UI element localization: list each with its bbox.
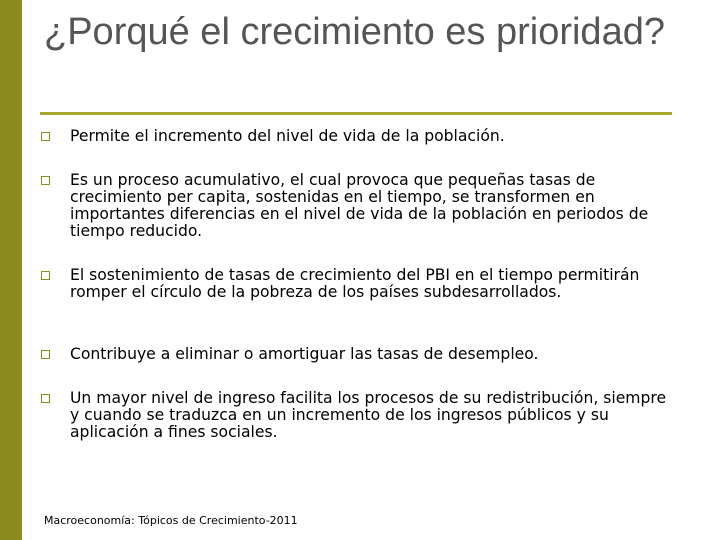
bullet-text: El sostenimiento de tasas de crecimiento del PBI en el tiempo permitirán romper el círculo de la pobreza de los países subdesarrollados. — [70, 266, 640, 301]
slide-footer: Macroeconomía: Tópicos de Crecimiento-2011 — [44, 514, 298, 527]
bullet-text: Contribuye a eliminar o amortiguar las tasas de desempleo. — [70, 345, 539, 363]
bullet-text: Un mayor nivel de ingreso facilita los procesos de su redistribución, siempre y cuando se traduzca en un incremento de los ingresos públicos y su aplicación a fines sociales. — [70, 389, 667, 441]
decorative-side-bar — [0, 0, 22, 540]
hollow-square-icon — [41, 350, 50, 359]
hollow-square-icon — [41, 271, 50, 280]
hollow-square-icon — [41, 132, 50, 141]
bullet-text: Permite el incremento del nivel de vida de la población. — [70, 127, 505, 145]
title-divider — [40, 112, 672, 115]
slide-title: ¿Porqué el crecimiento es prioridad? — [44, 11, 665, 53]
hollow-square-icon — [41, 394, 50, 403]
bullet-text: Es un proceso acumulativo, el cual provoca que pequeñas tasas de crecimiento per capita, sostenidas en el tiempo, se transformen en importantes diferencias en el nivel de vida de la población en periodos de tiempo reducido. — [70, 171, 649, 240]
hollow-square-icon — [41, 176, 50, 185]
